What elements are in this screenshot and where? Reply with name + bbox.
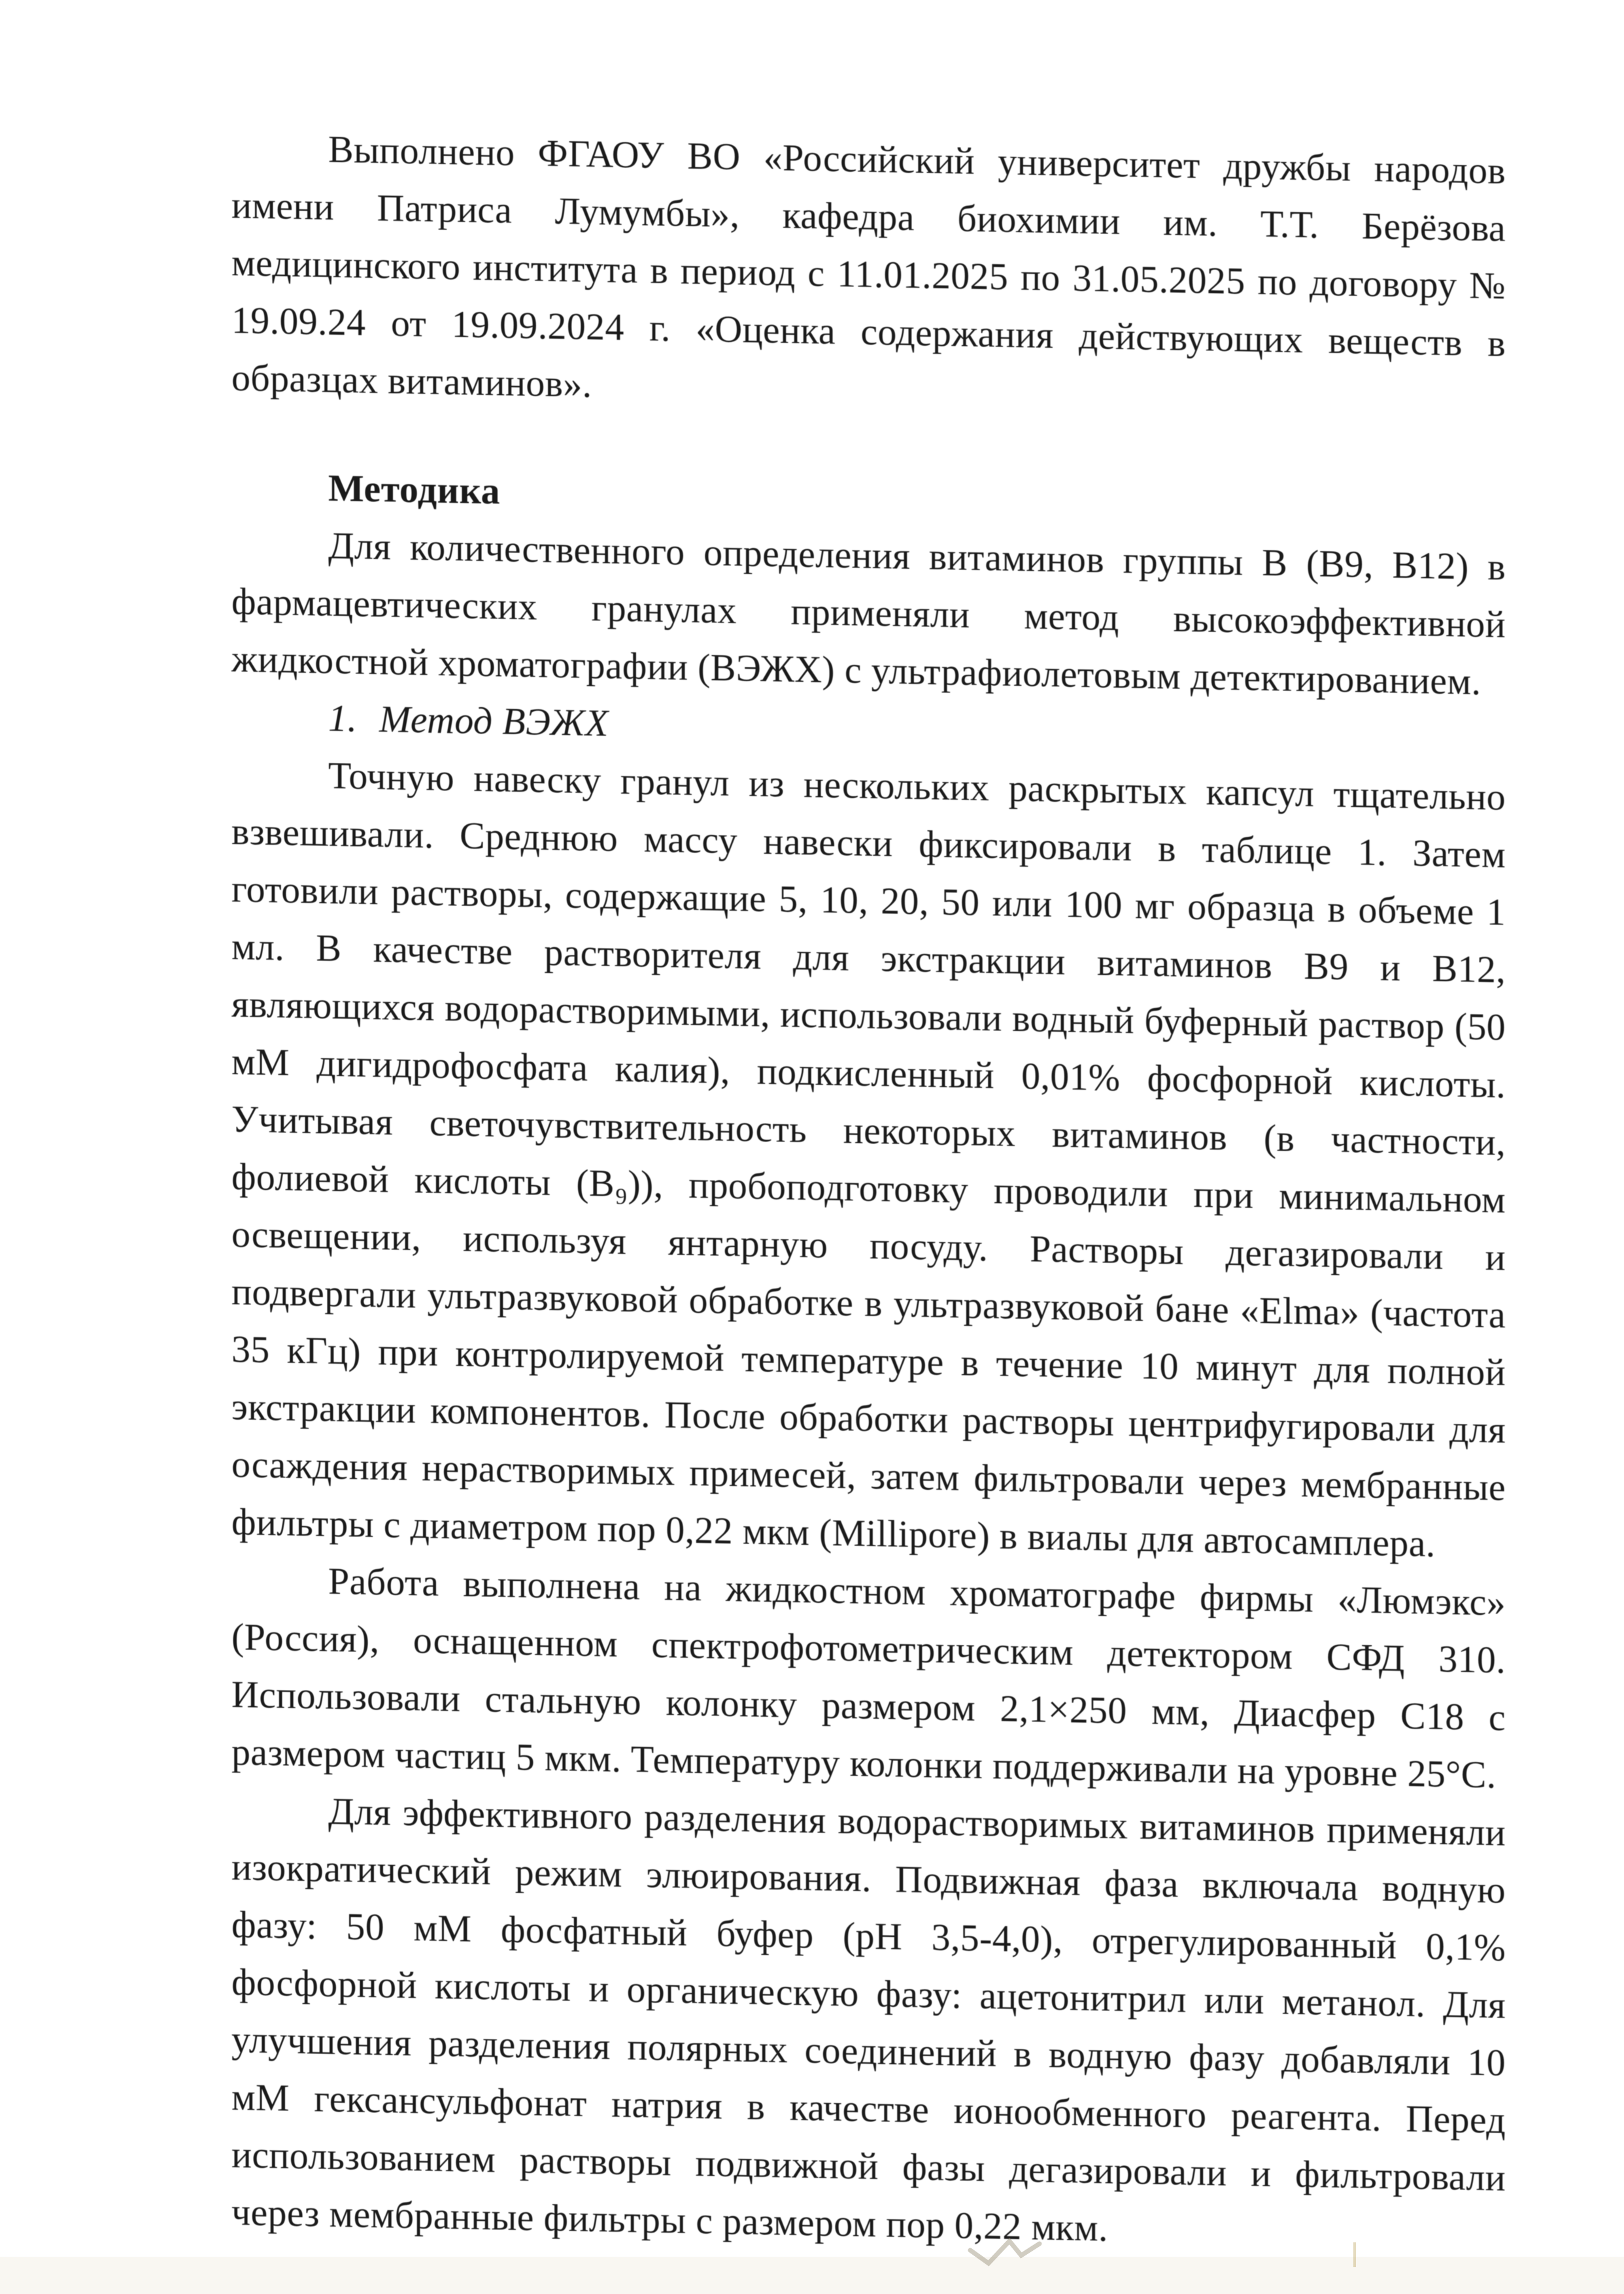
intro-paragraph: Выполнено ФГАОУ ВО «Российский университет дружбы народов имени Патриса Лумумбы», кафедра биохимии им. Т.Т. Берёзова медицинского института в период с 11.01.2025 по 31.05.2025 по договору № 19.09.24 от 19.09.2024 г. «Оценка содержания действующих веществ в образцах витаминов». <box>231 127 1506 406</box>
sample-prep-paragraph: Точную навеску гранул из нескольких раскрытых капсул тщательно взвешивали. Среднюю массу навески фиксировали в таблице 1. Затем готовили растворы, содержащие 5, 10, 20, 50 или 100 мг образца в объеме 1 мл. В качестве растворителя для экстракции витаминов В9 и В12, являющихся водорастворимыми, использовали водный буферный раствор (50 мМ дигидрофосфата калия), подкисленный 0,01% фосфорной кислоты. Учитывая светочувствительность некоторых витаминов (в частности, фолиевой кислоты (В₉)), пробоподготовку проводили при минимальном освещении, используя янтарную посуду. Растворы дегазировали и подвергали ультразвуковой обработке в ультразвуковой бане «Elma» (частота 35 кГц) при контролируемой температуре в течение 10 минут для полной экстракции компонентов. После обработки растворы центрифугировали для осаждения нерастворимых примесей, затем фильтровали через мембранные фильтры с диаметром пор 0,22 мкм (Millipore) в виалы для автосамплера. <box>231 754 1506 1565</box>
document-body <box>231 119 1506 2265</box>
scan-artifact-line <box>1353 2242 1356 2267</box>
method-item-title: Метод ВЭЖХ <box>379 698 609 745</box>
scan-edge-shading <box>0 2257 1624 2294</box>
section-heading: Методика <box>328 466 501 513</box>
elution-paragraph: Для эффективного разделения водорастворимых витаминов применяли изократический режим элюирования. Подвижная фаза включала водную фазу: 50 мМ фосфатный буфер (pH 3,5-4,0), отрегулированный 0,1% фосфорной кислоты и органическую фазу: ацетонитрил или метанол. Для улучшения разделения полярных соединений в водную фазу добавляли 10 мМ гексансульфонат натрия в качестве ионообменного реагента. Перед использованием растворы подвижной фазы дегазировали и фильтровали через мембранные фильтры с размером пор 0,22 мкм. <box>231 1789 1506 2250</box>
section-intro-paragraph: Для количественного определения витаминов группы В (В9, В12) в фармацевтических гранулах применяли метод высокоэффективной жидкостной хроматографии (ВЭЖХ) с ультрафиолетовым детектированием. <box>231 524 1506 703</box>
scan-artifact-mark <box>966 2236 1045 2267</box>
instrument-paragraph: Работа выполнена на жидкостном хроматографе фирмы «Люмэкс» (Россия), оснащенном спектрофотометрическим детектором СФД 310. Использовали стальную колонку размером 2,1×250 мм, Диасфер С18 с размером частиц 5 мкм. Температуру колонки поддерживали на уровне 25°С. <box>231 1559 1506 1796</box>
method-item-number: 1. <box>328 696 358 740</box>
